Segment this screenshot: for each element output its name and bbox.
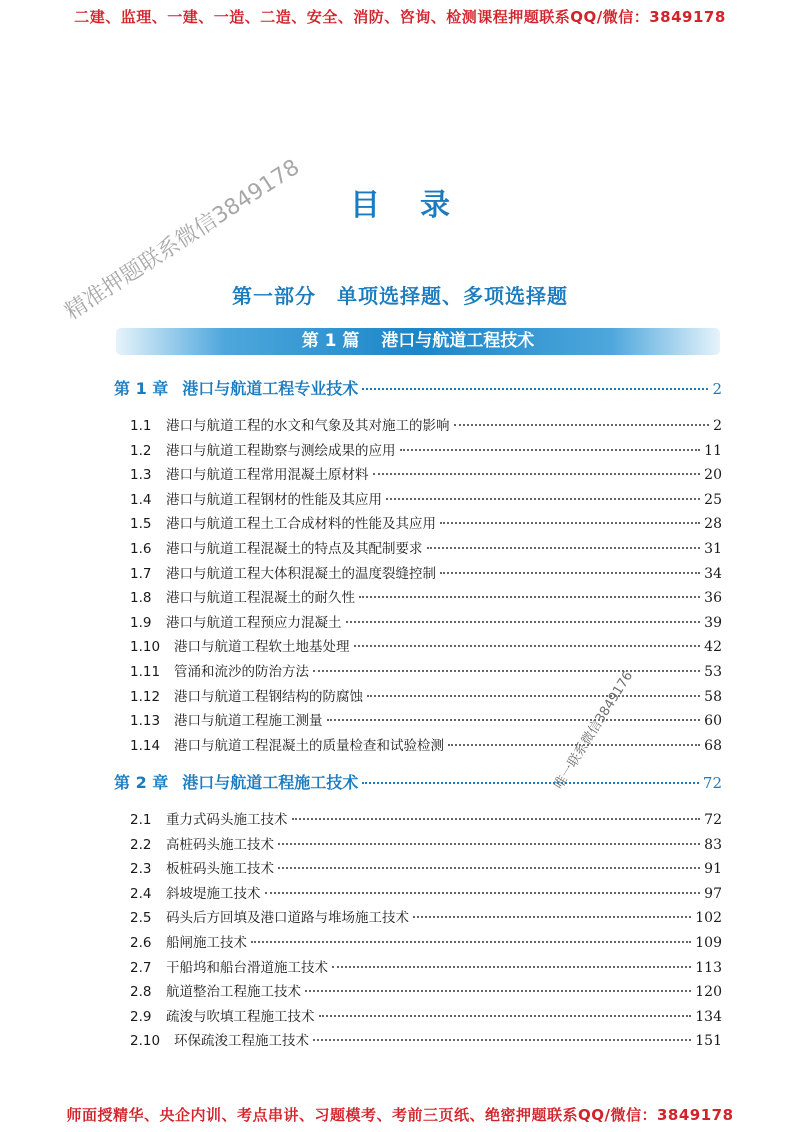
item-title: 码头后方回填及港口道路与堆场施工技术	[166, 910, 409, 927]
item-number: 1.11	[130, 664, 161, 680]
item-page-number: 39	[704, 614, 722, 631]
dot-leader	[292, 818, 701, 820]
item-page-number: 120	[695, 984, 722, 1001]
dot-leader	[386, 498, 700, 500]
toc-item-row	[130, 439, 722, 459]
item-number: 1.8	[130, 590, 152, 607]
item-page-number: 68	[704, 737, 722, 754]
chapter-number: 第 2 章	[114, 773, 169, 792]
dot-leader	[265, 892, 701, 894]
item-page-number: 36	[704, 590, 722, 607]
toc-item-row	[130, 709, 722, 729]
item-title: 港口与航道工程预应力混凝土	[166, 614, 342, 631]
item-number: 1.1	[130, 418, 152, 434]
item-number: 2.8	[130, 984, 152, 1001]
dot-leader	[413, 916, 691, 918]
item-page-number: 28	[704, 516, 722, 533]
item-page-number: 72	[704, 812, 722, 828]
item-number: 1.3	[130, 467, 152, 484]
toc-item-row	[130, 463, 722, 483]
toc-item-row	[130, 833, 722, 853]
chapter-page-number: 72	[702, 774, 722, 792]
item-title: 船闸施工技术	[166, 935, 247, 951]
top-banner: 二建、监理、一建、一造、二造、安全、消防、咨询、检测课程押题联系QQ/微信：3849178	[74, 8, 726, 26]
item-title: 管涌和流沙的防治方法	[174, 664, 309, 680]
dot-leader	[332, 966, 691, 968]
item-title: 航道整治工程施工技术	[166, 984, 301, 1001]
dot-leader	[362, 388, 708, 390]
item-number: 2.4	[130, 885, 152, 902]
item-number: 1.5	[130, 516, 152, 533]
toc-item-row	[130, 488, 722, 508]
toc-item-row	[130, 882, 722, 902]
item-title: 环保疏浚工程施工技术	[174, 1033, 309, 1050]
chapter-page-number: 2	[712, 380, 722, 398]
item-page-number: 34	[704, 565, 722, 582]
item-number: 1.12	[130, 688, 161, 705]
item-number: 1.10	[130, 639, 161, 656]
dot-leader	[367, 695, 700, 697]
item-number: 1.4	[130, 491, 152, 508]
item-page-number: 109	[695, 935, 722, 951]
item-number: 2.6	[130, 935, 152, 951]
item-title: 重力式码头施工技术	[166, 812, 288, 828]
toc-item-row	[130, 980, 722, 1000]
item-title: 港口与航道工程土工合成材料的性能及其应用	[166, 516, 436, 533]
toc-item-row	[130, 660, 722, 680]
item-page-number: 31	[704, 541, 722, 557]
item-page-number: 151	[695, 1033, 722, 1050]
item-number: 2.2	[130, 836, 152, 853]
item-number: 1.13	[130, 713, 161, 730]
toc-item-row	[130, 635, 722, 655]
toc-item-row	[130, 562, 722, 582]
dot-leader	[359, 596, 700, 598]
item-number: 2.5	[130, 910, 152, 927]
item-title: 港口与航道工程钢结构的防腐蚀	[174, 688, 363, 705]
item-number: 1.6	[130, 541, 152, 557]
item-title: 高桩码头施工技术	[166, 836, 274, 853]
toc-item-row	[130, 586, 722, 606]
watermark-text: 唯一联系微信3849176	[551, 668, 637, 793]
toc-item-row	[130, 512, 722, 532]
dot-leader	[440, 522, 700, 524]
dot-leader	[305, 990, 691, 992]
watermark-text: 精准押题联系微信3849178	[60, 154, 305, 326]
dot-leader	[440, 572, 700, 574]
item-page-number: 11	[704, 442, 722, 459]
dot-leader	[313, 670, 700, 672]
toc-item-row	[130, 1029, 722, 1049]
toc-item-row	[130, 906, 722, 926]
item-number: 1.7	[130, 565, 152, 582]
item-page-number: 58	[704, 688, 722, 705]
toc-item-row	[130, 1005, 722, 1025]
item-number: 1.9	[130, 614, 152, 631]
item-title: 港口与航道工程混凝土的质量检查和试验检测	[174, 737, 444, 754]
item-title: 港口与航道工程混凝土的特点及其配制要求	[166, 541, 423, 557]
chapter-number: 第 1 章	[114, 379, 169, 398]
item-title: 港口与航道工程勘察与测绘成果的应用	[166, 442, 396, 459]
item-title: 港口与航道工程大体积混凝土的温度裂缝控制	[166, 565, 436, 582]
toc-title: 目录	[350, 188, 490, 223]
item-page-number: 20	[704, 467, 722, 484]
toc-item-row	[130, 857, 722, 877]
toc-item-row	[130, 537, 722, 557]
item-page-number: 2	[713, 418, 722, 434]
item-title: 港口与航道工程软土地基处理	[174, 639, 350, 656]
dot-leader	[313, 1039, 691, 1041]
chapter-row	[114, 376, 722, 399]
toc-item-row	[130, 956, 722, 976]
item-page-number: 113	[695, 959, 722, 976]
item-number: 1.2	[130, 442, 152, 459]
dot-leader	[278, 843, 700, 845]
item-title: 板桩码头施工技术	[166, 861, 274, 878]
item-number: 2.7	[130, 959, 152, 976]
chapter-title: 港口与航道工程专业技术	[182, 379, 359, 398]
toc-item-row	[130, 931, 722, 951]
item-title: 疏浚与吹填工程施工技术	[166, 1008, 315, 1025]
toc-item-row	[130, 414, 722, 434]
item-page-number: 25	[704, 491, 722, 508]
dot-leader	[454, 424, 710, 426]
toc-item-row	[130, 734, 722, 754]
dot-leader	[346, 621, 701, 623]
item-title: 干船坞和船台滑道施工技术	[166, 959, 328, 976]
dot-leader	[448, 744, 700, 746]
toc-item-row	[130, 685, 722, 705]
item-number: 1.14	[130, 737, 161, 754]
item-number: 2.10	[130, 1033, 161, 1050]
item-title: 港口与航道工程混凝土的耐久性	[166, 590, 355, 607]
item-page-number: 83	[704, 836, 722, 853]
item-page-number: 53	[704, 664, 722, 680]
chapter-row	[114, 770, 722, 793]
item-page-number: 42	[704, 639, 722, 656]
dot-leader	[251, 941, 691, 943]
toc-item-row	[130, 808, 722, 828]
item-title: 港口与航道工程钢材的性能及其应用	[166, 491, 382, 508]
chapter-title: 港口与航道工程施工技术	[182, 773, 359, 792]
item-page-number: 102	[695, 910, 722, 927]
dot-leader	[354, 645, 701, 647]
item-page-number: 91	[704, 861, 722, 878]
dot-leader	[327, 719, 701, 721]
dot-leader	[362, 782, 699, 784]
toc-item-row	[130, 611, 722, 631]
bottom-banner: 师面授精华、央企内训、考点串讲、习题模考、考前三页纸、绝密押题联系QQ/微信：3849178	[66, 1106, 734, 1124]
dot-leader	[278, 867, 700, 869]
section-title: 港口与航道工程技术	[381, 331, 535, 351]
item-number: 2.9	[130, 1008, 152, 1025]
item-number: 2.1	[130, 812, 152, 828]
section-label: 第 1 篇	[301, 331, 360, 351]
dot-leader	[319, 1015, 692, 1017]
part-title: 第一部分 单项选择题、多项选择题	[232, 284, 568, 308]
dot-leader	[427, 547, 701, 549]
item-title: 斜坡堤施工技术	[166, 885, 261, 902]
item-title: 港口与航道工程的水文和气象及其对施工的影响	[166, 418, 450, 434]
item-page-number: 60	[704, 713, 722, 730]
item-page-number: 97	[704, 885, 722, 902]
item-title: 港口与航道工程施工测量	[174, 713, 323, 730]
item-title: 港口与航道工程常用混凝土原材料	[166, 467, 369, 484]
item-page-number: 134	[695, 1008, 722, 1025]
dot-leader	[400, 449, 701, 451]
section-header-bar	[116, 328, 720, 355]
dot-leader	[373, 473, 701, 475]
item-number: 2.3	[130, 861, 152, 878]
